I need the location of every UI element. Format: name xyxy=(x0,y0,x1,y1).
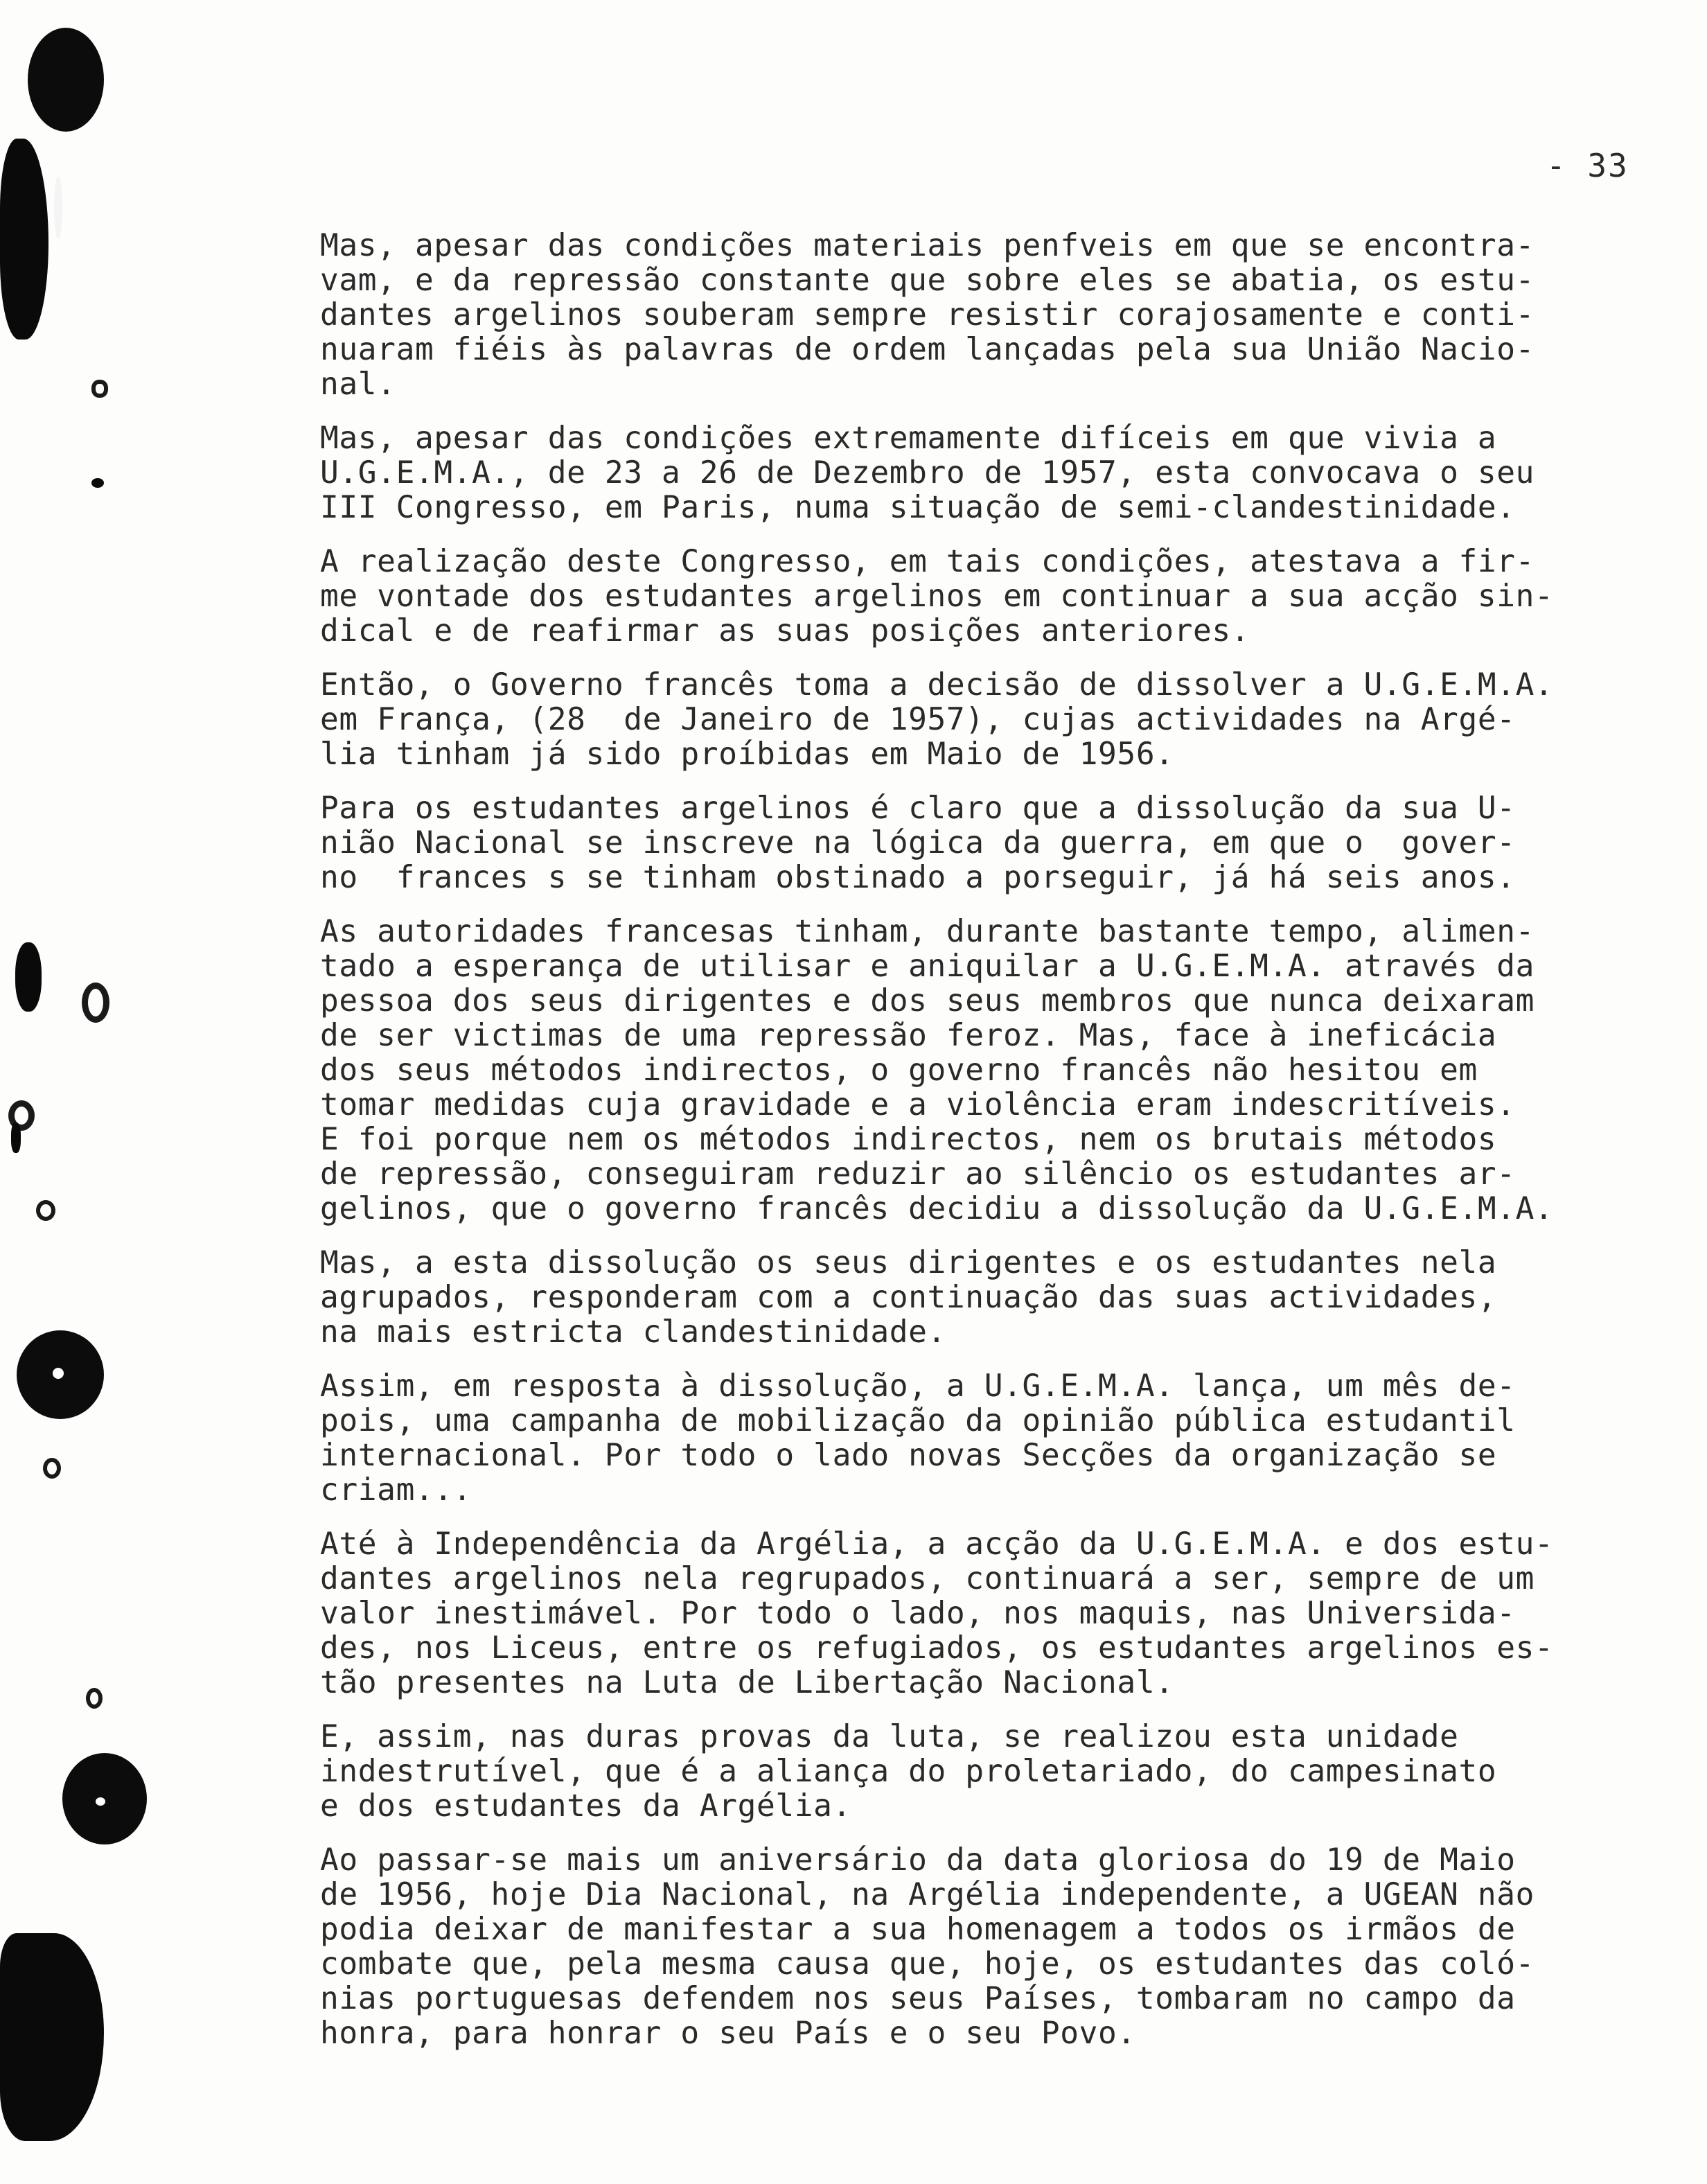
text-line: gelinos, que o governo francês decidiu a dissolução da U.G.E.M.A. xyxy=(320,1191,1554,1226)
circle-mark xyxy=(43,1458,61,1479)
text-line: pois, uma campanha de mobilização da opinião pública estudantil xyxy=(320,1403,1516,1438)
text-line: As autoridades francesas tinham, durante bastante tempo, alimen- xyxy=(320,914,1535,949)
text-line: nião Nacional se inscreve na lógica da guerra, em que o gover- xyxy=(320,825,1516,861)
text-line: tado a esperança de utilisar e aniquilar a U.G.E.M.A. através da xyxy=(320,949,1535,984)
text-line: nuaram fiéis às palavras de ordem lançadas pela sua União Nacio- xyxy=(320,332,1535,367)
text-line: internacional. Por todo o lado novas Secções da organização se xyxy=(320,1438,1497,1473)
text-line: pessoa dos seus dirigentes e dos seus membros que nunca deixaram xyxy=(320,983,1535,1019)
circle-mark xyxy=(86,1688,103,1709)
paragraph xyxy=(320,421,1678,525)
text-line: dical e de reafirmar as suas posições anteriores. xyxy=(320,613,1250,649)
paragraph xyxy=(320,229,1678,402)
blot-highlight xyxy=(96,1797,105,1806)
paragraph xyxy=(320,545,1678,649)
text-line: valor inestimável. Por todo o lado, nos maquis, nas Universida- xyxy=(320,1596,1516,1631)
paragraph xyxy=(320,1843,1678,2051)
text-line: Mas, apesar das condições materiais penfveis em que se encontra- xyxy=(320,228,1535,263)
text-line: vam, e da repressão constante que sobre eles se abatia, os estu- xyxy=(320,263,1535,298)
text-line: Para os estudantes argelinos é claro que a dissolução da sua U- xyxy=(320,791,1516,826)
dot-mark xyxy=(91,478,104,488)
text-line: no frances s se tinham obstinado a porseguir, já há seis anos. xyxy=(320,860,1516,895)
text-line: na mais estricta clandestinidade. xyxy=(320,1314,946,1350)
text-line: nal. xyxy=(320,367,396,402)
circle-mark xyxy=(36,1200,55,1221)
paragraph xyxy=(320,1720,1678,1824)
text-line: tão presentes na Luta de Libertação Nacional. xyxy=(320,1665,1174,1700)
text-line: dantes argelinos nela regrupados, continuará a ser, sempre de um xyxy=(320,1561,1535,1596)
ink-blot-top xyxy=(0,139,48,340)
text-line: Mas, a esta dissolução os seus dirigentes e os estudantes nela xyxy=(320,1245,1497,1280)
document-body xyxy=(320,229,1678,2070)
text-line: A realização deste Congresso, em tais condições, atestava a fir- xyxy=(320,544,1535,579)
paragraph xyxy=(320,915,1678,1226)
text-line: Até à Independência da Argélia, a acção da U.G.E.M.A. e dos estu- xyxy=(320,1526,1554,1562)
text-line: me vontade dos estudantes argelinos em continuar a sua acção sin- xyxy=(320,579,1554,614)
text-line: Assim, em resposta à dissolução, a U.G.E.M.A. lança, um mês de- xyxy=(320,1368,1516,1404)
text-line: em França, (28 de Janeiro de 1957), cujas actividades na Argé- xyxy=(320,702,1516,737)
paragraph xyxy=(320,1369,1678,1508)
text-line: de repressão, conseguiram reduzir ao silêncio os estudantes ar- xyxy=(320,1156,1516,1192)
paragraph xyxy=(320,668,1678,772)
ink-blot-middle xyxy=(15,942,42,1012)
text-line: nias portuguesas defendem nos seus Países, tombaram no campo da xyxy=(320,1981,1516,2016)
text-line: U.G.E.M.A., de 23 a 26 de Dezembro de 1957, esta convocava o seu xyxy=(320,455,1535,491)
text-line: E, assim, nas duras provas da luta, se realizou esta unidade xyxy=(320,1719,1459,1754)
blot-highlight xyxy=(54,177,62,239)
text-line: Ao passar-se mais um aniversário da data gloriosa do 19 de Maio xyxy=(320,1842,1516,1878)
text-line: Então, o Governo francês toma a decisão de dissolver a U.G.E.M.A. xyxy=(320,667,1554,703)
text-line: Mas, apesar das condições extremamente difíceis em que vivia a xyxy=(320,421,1497,456)
ink-blot-small xyxy=(11,1122,21,1153)
blot-highlight xyxy=(53,1368,64,1379)
paragraph xyxy=(320,791,1678,895)
paragraph xyxy=(320,1246,1678,1350)
text-line: honra, para honrar o seu País e o seu Povo. xyxy=(320,2016,1136,2051)
paragraph xyxy=(320,1527,1678,1700)
text-line: indestrutível, que é a aliança do proletariado, do campesinato xyxy=(320,1754,1497,1789)
punch-hole-mark-top xyxy=(28,28,104,132)
text-line: III Congresso, em Paris, numa situação de semi-clandestinidade. xyxy=(320,490,1516,525)
ink-blot-bottom xyxy=(0,1933,104,2141)
text-line: lia tinham já sido proíbidas em Maio de 1956. xyxy=(320,737,1174,772)
text-line: dantes argelinos souberam sempre resistir corajosamente e conti- xyxy=(320,297,1535,333)
text-line: agrupados, responderam com a continuação das suas actividades, xyxy=(320,1280,1497,1315)
page-number: - 33 xyxy=(1546,147,1629,184)
text-line: dos seus métodos indirectos, o governo francês não hesitou em xyxy=(320,1053,1478,1088)
text-line: criam... xyxy=(320,1472,472,1508)
text-line: tomar medidas cuja gravidade e a violência eram indescritíveis. xyxy=(320,1087,1516,1122)
circle-mark xyxy=(91,380,108,398)
text-line: des, nos Liceus, entre os refugiados, os estudantes argelinos es- xyxy=(320,1630,1554,1666)
text-line: podia deixar de manifestar a sua homenagem a todos os irmãos de xyxy=(320,1912,1516,1947)
text-line: de ser victimas de uma repressão feroz. Mas, face à ineficácia xyxy=(320,1018,1497,1053)
circle-mark xyxy=(82,983,109,1023)
text-line: de 1956, hoje Dia Nacional, na Argélia independente, a UGEAN não xyxy=(320,1877,1535,1912)
text-line: e dos estudantes da Argélia. xyxy=(320,1788,851,1824)
text-line: combate que, pela mesma causa que, hoje, os estudantes das coló- xyxy=(320,1946,1535,1982)
text-line: E foi porque nem os métodos indirectos, nem os brutais métodos xyxy=(320,1122,1497,1157)
